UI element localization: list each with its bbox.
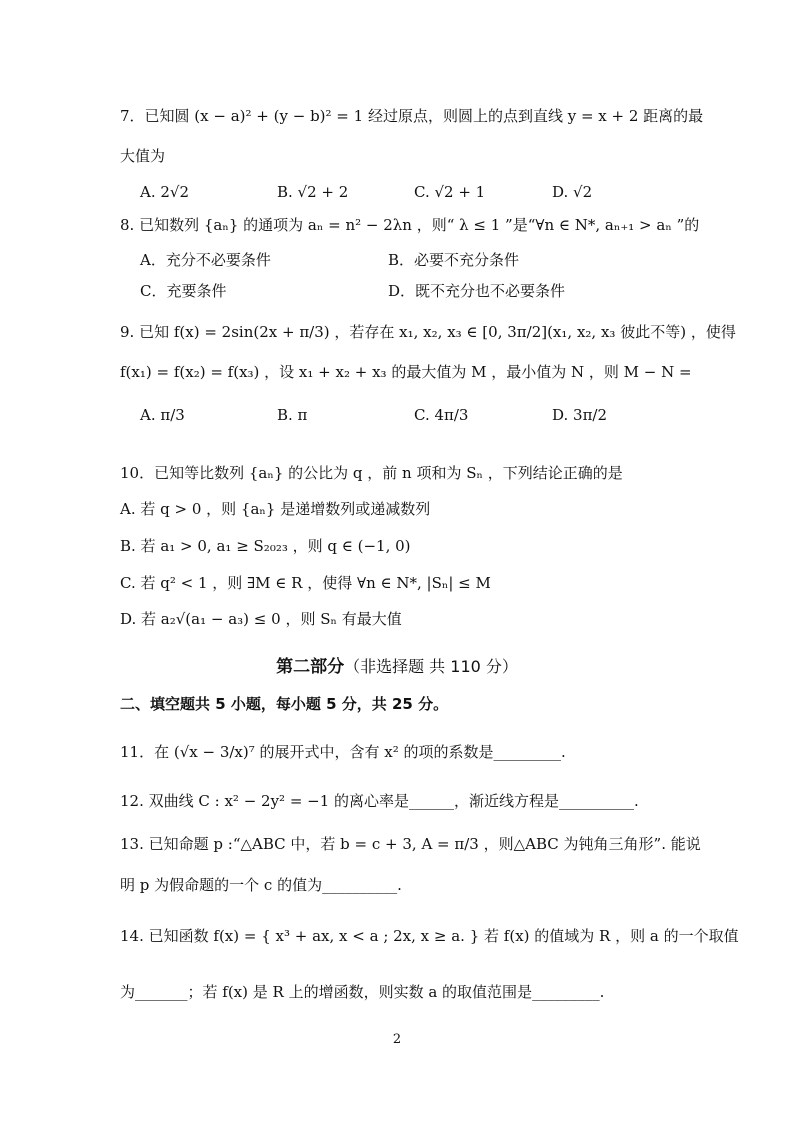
q8-stem: 8. 已知数列 {aₙ} 的通项为 aₙ = n² − 2λn ，则“ λ ≤ 1 ”是“∀n ∈ N*, aₙ₊₁ > aₙ ”的 bbox=[120, 216, 700, 234]
part-two-title: 第二部分 bbox=[276, 657, 345, 677]
q12-stem: 12. 双曲线 C : x² − 2y² = −1 的离心率是______，渐近线方程是__________. bbox=[120, 792, 639, 810]
q9-stem-line1: 9. 已知 f(x) = 2sin(2x + π/3) ，若存在 x₁, x₂, x₃ ∈ [0, 3π/2](x₁, x₂, x₃ 彼此不等) ，使得 bbox=[120, 323, 736, 341]
q9-option-d: D. 3π/2 bbox=[552, 406, 608, 424]
q9-stem-line2: f(x₁) = f(x₂) = f(x₃) ，设 x₁ + x₂ + x₃ 的最大值为 M ，最小值为 N ，则 M − N = bbox=[120, 363, 692, 381]
q13-stem-line1: 13. 已知命题 p :“△ABC 中，若 b = c + 3, A = π/3 ，则△ABC 为钝角三角形”. 能说 bbox=[120, 835, 701, 853]
part-two-heading bbox=[0, 656, 794, 678]
q7-option-a: A. 2√2 bbox=[140, 183, 190, 201]
q7-stem-line2: 大值为 bbox=[120, 147, 166, 165]
q10-option-b: B. 若 a₁ > 0, a₁ ≥ S₂₀₂₃ ，则 q ∈ (−1, 0) bbox=[120, 537, 411, 555]
page-number: 2 bbox=[392, 1032, 402, 1047]
q10-option-c: C. 若 q² < 1 ，则 ∃M ∈ R ，使得 ∀n ∈ N*, |Sₙ| ≤ M bbox=[120, 574, 491, 592]
q7-option-d: D. √2 bbox=[552, 183, 593, 201]
section-two-heading: 二、填空题共 5 小题，每小题 5 分，共 25 分。 bbox=[120, 695, 449, 713]
q8-option-b: B．必要不充分条件 bbox=[388, 251, 520, 269]
q7-option-c: C. √2 + 1 bbox=[414, 183, 486, 201]
q14-stem-line2: 为_______；若 f(x) 是 R 上的增函数，则实数 a 的取值范围是_________. bbox=[120, 983, 605, 1001]
q10-stem: 10．已知等比数列 {aₙ} 的公比为 q ，前 n 项和为 Sₙ ，下列结论正确的是 bbox=[120, 464, 623, 482]
q7-stem-line1: 7．已知圆 (x − a)² + (y − b)² = 1 经过原点，则圆上的点到直线 y = x + 2 距离的最 bbox=[120, 107, 704, 125]
q8-option-d: D．既不充分也不必要条件 bbox=[388, 282, 566, 300]
q14-stem-line1: 14. 已知函数 f(x) = { x³ + ax, x < a ; 2x, x ≥ a. } 若 f(x) 的值域为 R ，则 a 的一个取值 bbox=[120, 927, 739, 945]
q13-stem-line2: 明 p 为假命题的一个 c 的值为__________. bbox=[120, 876, 402, 894]
q8-option-c: C．充要条件 bbox=[140, 282, 227, 300]
q7-option-b: B. √2 + 2 bbox=[277, 183, 349, 201]
q10-option-a: A. 若 q > 0 ，则 {aₙ} 是递增数列或递减数列 bbox=[120, 500, 431, 518]
q9-option-b: B. π bbox=[277, 406, 308, 424]
part-two-subtitle: （非选择题 共 110 分） bbox=[344, 657, 518, 676]
q10-option-d: D. 若 a₂√(a₁ − a₃) ≤ 0 ，则 Sₙ 有最大值 bbox=[120, 610, 402, 628]
q9-option-a: A. π/3 bbox=[140, 406, 185, 424]
q11-stem: 11．在 (√x − 3/x)⁷ 的展开式中，含有 x² 的项的系数是_________. bbox=[120, 743, 566, 761]
q9-option-c: C. 4π/3 bbox=[414, 406, 469, 424]
q8-option-a: A．充分不必要条件 bbox=[140, 251, 271, 269]
